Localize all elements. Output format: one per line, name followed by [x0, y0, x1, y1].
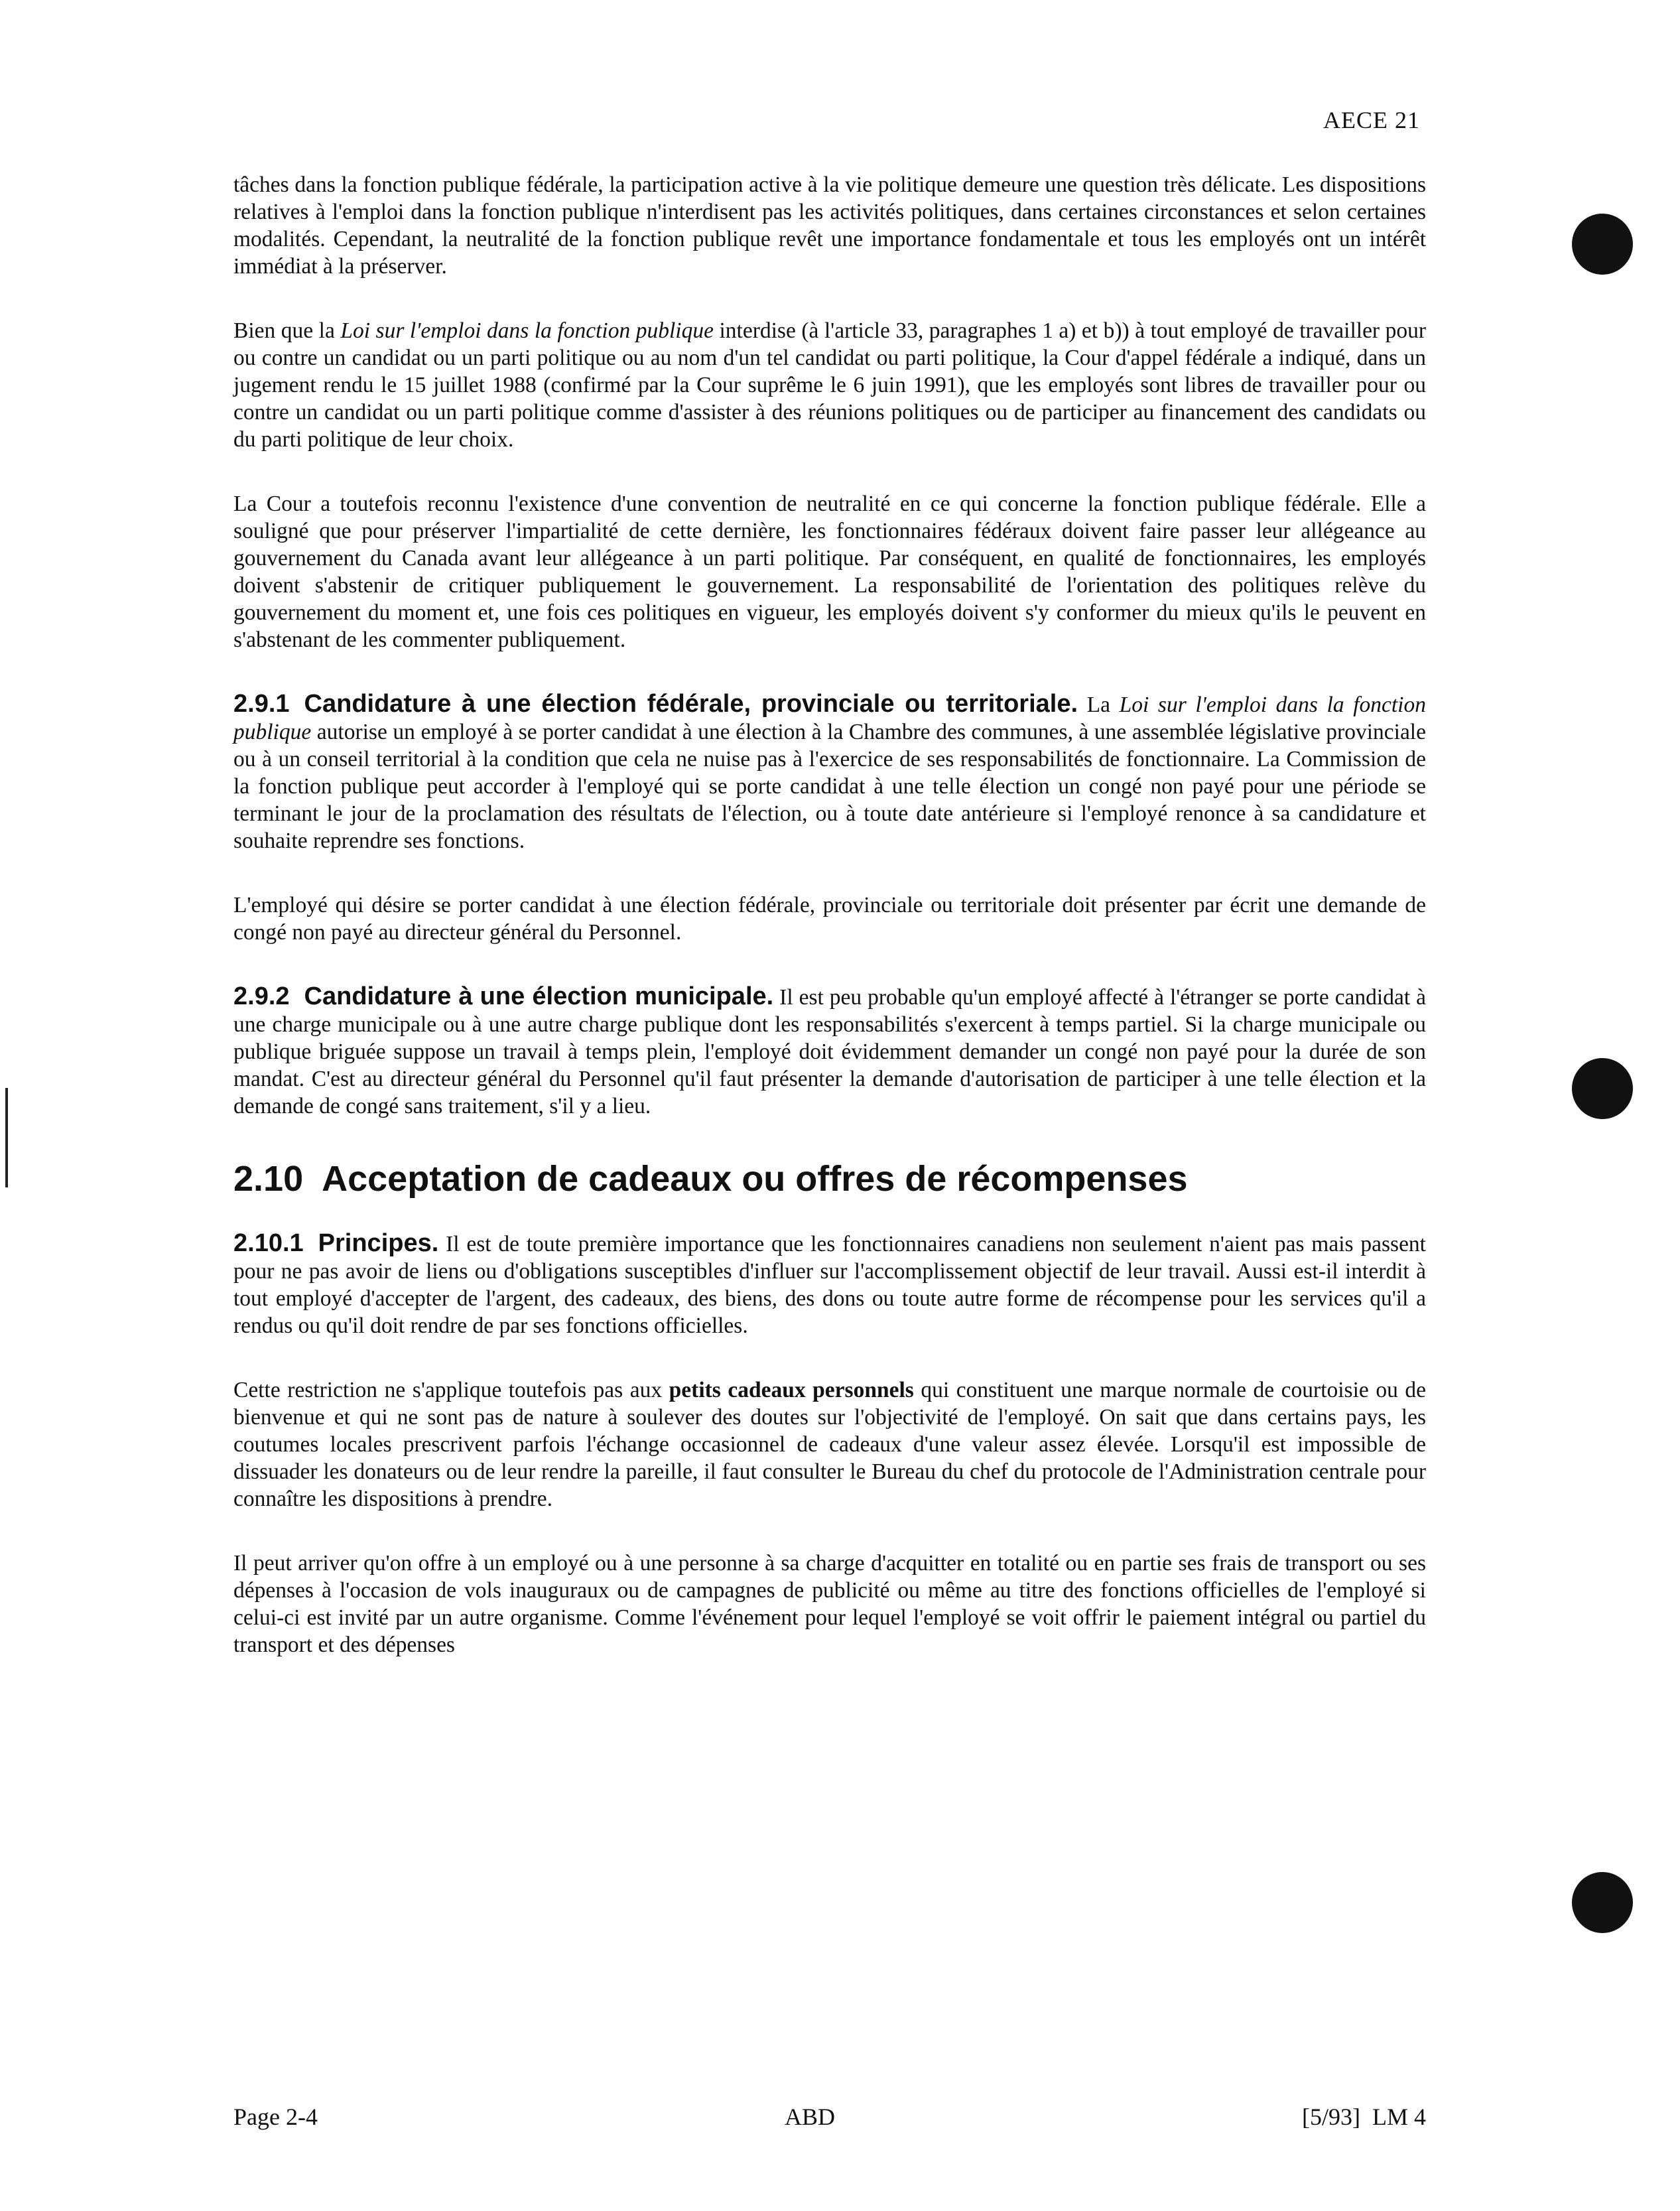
footer-code: ABD: [784, 2104, 835, 2130]
section-2-9-1: 2.9.1 Candidature à une élection fédérale, provinciale ou territoriale. La Loi sur l'emploi dans la fonction publique autorise un employé à se porter candidat à une élection à la Chambre des communes, à une assemblée législative provinciale ou à un conseil territorial à la condition que cela ne nuise pas à l'exercice de ses responsabilités de fonctionnaire. La Commission de la fonction publique peut accorder à l'employé qui se porte candidat à une telle élection un congé non payé pour une période se terminant le jour de la proclamation des résultats de l'élection, ou à toute date antérieure si l'employé renonce à sa candidature et souhaite reprendre ses fonctions.: [233, 690, 1426, 853]
paragraph: Il peut arriver qu'on offre à un employé ou à une personne à sa charge d'acquitter en totalité ou en partie ses frais de transport ou ses dépenses à l'occasion de vols inauguraux ou de campagnes de publicité ou même au titre des fonctions officielles de l'employé si celui-ci est invité par un autre organisme. Comme l'événement pour lequel l'employé se voit offrir le paiement intégral ou partiel du transport et des dépenses: [233, 1551, 1426, 1657]
page-footer: [233, 2103, 1426, 2131]
paragraph: La Cour a toutefois reconnu l'existence d'une convention de neutralité en ce qui concerne la fonction publique fédérale. Elle a souligné que pour préserver l'impartialité de cette dernière, les fonctionnaires fédéraux doivent faire passer leur allégeance au gouvernement du Canada avant leur allégeance à un parti politique. Par conséquent, en qualité de fonctionnaires, les employés doivent s'abstenir de critiquer publiquement le gouvernement. La responsabilité de l'orientation des politiques relève du gouvernement du moment et, une fois ces politiques en vigueur, les employés doivent s'y conformer du mieux qu'ils le peuvent en s'abstenant de les commenter publiquement.: [233, 492, 1426, 652]
section-2-9-2: 2.9.2 Candidature à une élection municipale. Il est peu probable qu'un employé affecté à l'étranger se porte candidat à une charge municipale ou à une autre charge publique dont les responsabilités s'exercent à temps partiel. Si la charge municipale ou publique briguée suppose un travail à temps plein, l'employé doit évidemment demander un congé non payé pour la durée de son mandat. C'est au directeur général du Personnel qu'il faut présenter la demande d'autorisation de participer à une telle élection et la demande de congé sans traitement, s'il y a lieu.: [233, 982, 1427, 1118]
page-body: [233, 171, 1426, 1696]
page-code: AECE 21: [1323, 107, 1420, 133]
paragraph: Bien que la Loi sur l'emploi dans la fonction publique interdise (à l'article 33, paragraphes 1 a) et b)) à tout employé de travailler pour ou contre un candidat ou un parti politique ou au nom d'un tel candidat ou parti politique, la Cour d'appel fédérale a indiqué, dans un jugement rendu le 15 juillet 1988 (confirmé par la Cour suprême le 6 juin 1991), que les employés sont libres de travailler pour ou contre un candidat ou un parti politique comme d'assister à des réunions politiques ou de participer au financement des candidats ou du parti politique de leur choix.: [233, 318, 1427, 452]
section-heading: 2.9.1 Candidature à une élection fédérale, provinciale ou territoriale.: [233, 690, 1078, 718]
paragraph: Cette restriction ne s'applique toutefois pas aux petits cadeaux personnels qui constituent une marque normale de courtoisie ou de bienvenue et qui ne sont pas de nature à soulever des doutes sur l'objectivité de l'employé. On sait que dans certains pays, les coutumes locales prescrivent parfois l'échange occasionnel de cadeaux d'une valeur assez élevée. Lorsqu'il est impossible de dissuader les donateurs ou de leur rendre la pareille, il faut consulter le Bureau du chef du protocole de l'Administration centrale pour connaître les dispositions à prendre.: [233, 1378, 1426, 1511]
punch-hole: [1572, 1058, 1633, 1119]
scan-margin-line: [5, 1088, 8, 1187]
section-2-10-heading: 2.10 Acceptation de cadeaux ou offres de récompenses: [233, 1159, 1188, 1199]
section-heading: 2.9.2 Candidature à une élection municipale.: [233, 982, 774, 1010]
law-title: Loi sur l'emploi dans la fonction publique: [340, 318, 714, 343]
law-title: Loi sur l'emploi dans la fonction publique: [233, 693, 1426, 744]
section-2-10-1: 2.10.1 Principes. Il est de toute première importance que les fonctionnaires canadiens non seulement n'aient pas mais passent pour ne pas avoir de liens ou d'obligations susceptibles d'influer sur l'accomplissement objectif de leur travail. Aussi est-il interdit à tout employé d'accepter de l'argent, des cadeaux, des biens, des dons ou toute autre forme de récompense pour les services qu'il a rendus ou qu'il doit rendre de par ses fonctions officielles.: [233, 1229, 1426, 1338]
punch-hole: [1572, 214, 1633, 275]
emphasis: petits cadeaux personnels: [669, 1378, 914, 1402]
paragraph: tâches dans la fonction publique fédérale, la participation active à la vie politique demeure une question très délicate. Les dispositions relatives à l'emploi dans la fonction publique n'interdisent pas les activités politiques, dans certaines circonstances et selon certaines modalités. Cependant, la neutralité de la fonction publique revêt une importance fondamentale et tous les employés ont un intérêt immédiat à la préserver.: [233, 172, 1426, 279]
paragraph: L'employé qui désire se porter candidat à une élection fédérale, provinciale ou territoriale doit présenter par écrit une demande de congé non payé au directeur général du Personnel.: [233, 893, 1426, 945]
punch-hole: [1572, 1872, 1633, 1933]
page-number: Page 2-4: [233, 2104, 318, 2130]
section-heading: 2.10.1 Principes.: [233, 1229, 439, 1257]
footer-revision: [5/93] LM 4: [1302, 2104, 1426, 2130]
